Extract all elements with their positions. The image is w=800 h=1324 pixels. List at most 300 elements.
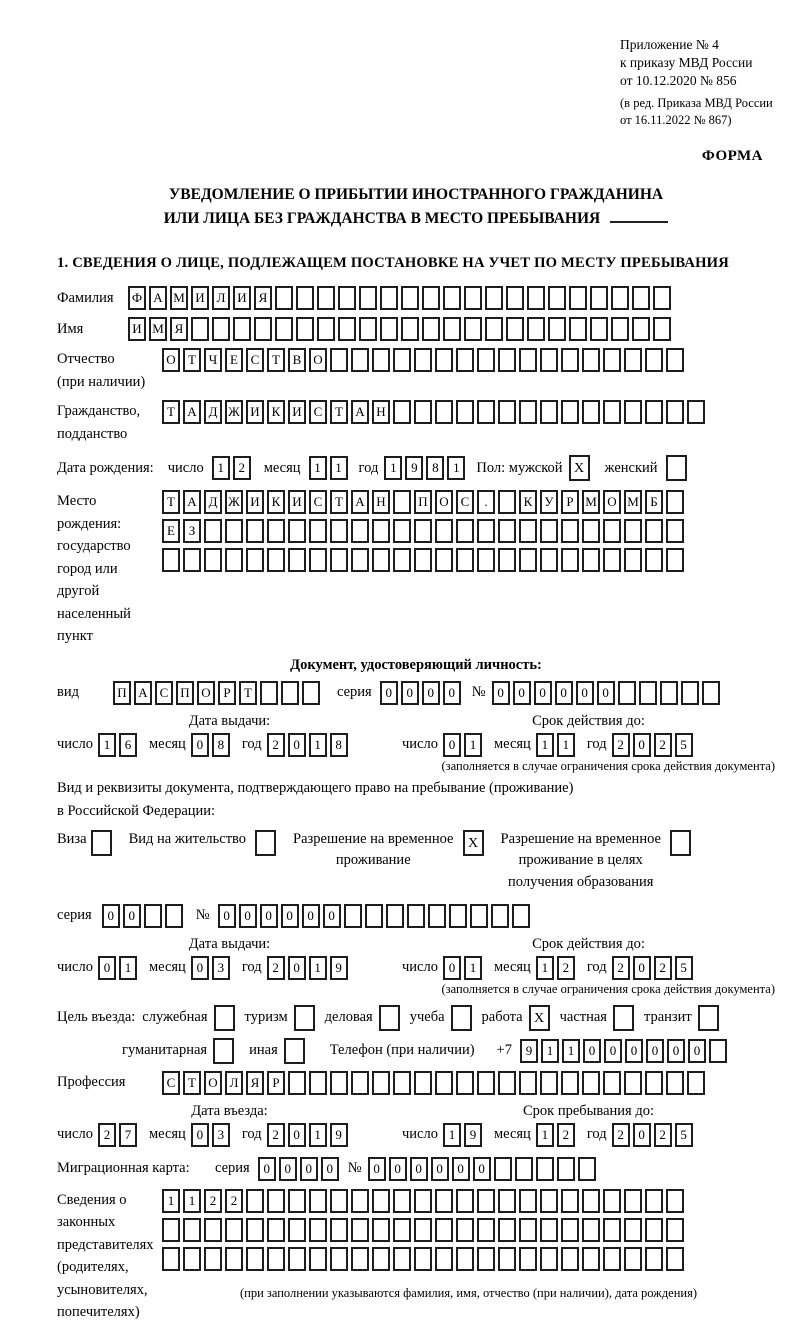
form-cell[interactable] — [582, 348, 600, 372]
form-cell[interactable] — [330, 1071, 348, 1095]
form-cell[interactable]: М — [624, 490, 642, 514]
form-cell[interactable] — [288, 1218, 306, 1242]
form-cell[interactable]: 0 — [389, 1157, 407, 1181]
form-cell[interactable]: X — [569, 455, 590, 481]
form-cell[interactable] — [351, 519, 369, 543]
form-cell[interactable] — [351, 1247, 369, 1271]
form-cell[interactable] — [561, 1247, 579, 1271]
form-cell[interactable] — [498, 348, 516, 372]
form-cell[interactable]: 0 — [302, 904, 320, 928]
form-cell[interactable]: Т — [162, 490, 180, 514]
form-cell[interactable] — [435, 400, 453, 424]
form-cell[interactable]: 0 — [473, 1157, 491, 1181]
form-cell[interactable] — [687, 400, 705, 424]
form-cell[interactable]: 7 — [119, 1123, 137, 1147]
form-cell[interactable] — [393, 400, 411, 424]
purpose-rabota-checkbox[interactable] — [529, 1005, 553, 1031]
form-cell[interactable]: 0 — [191, 1123, 209, 1147]
form-cell[interactable] — [183, 548, 201, 572]
form-cell[interactable] — [254, 317, 272, 341]
identity-valid-year-cells[interactable] — [612, 733, 696, 757]
form-cell[interactable] — [428, 904, 446, 928]
form-cell[interactable]: 1 — [309, 1123, 327, 1147]
form-cell[interactable]: 0 — [123, 904, 141, 928]
form-cell[interactable] — [561, 1189, 579, 1213]
form-cell[interactable] — [317, 286, 335, 310]
form-cell[interactable] — [288, 519, 306, 543]
form-cell[interactable] — [611, 317, 629, 341]
form-cell[interactable] — [582, 1071, 600, 1095]
form-cell[interactable]: 9 — [330, 956, 348, 980]
form-cell[interactable] — [477, 1218, 495, 1242]
form-cell[interactable] — [380, 286, 398, 310]
form-cell[interactable] — [561, 1218, 579, 1242]
residence-permit-checkbox[interactable] — [255, 830, 279, 856]
form-cell[interactable]: 1 — [309, 956, 327, 980]
form-cell[interactable]: 2 — [654, 733, 672, 757]
form-cell[interactable]: 1 — [541, 1039, 559, 1063]
form-cell[interactable] — [372, 1218, 390, 1242]
form-cell[interactable] — [435, 1189, 453, 1213]
form-cell[interactable]: 0 — [688, 1039, 706, 1063]
form-cell[interactable] — [162, 1247, 180, 1271]
form-cell[interactable]: 0 — [260, 904, 278, 928]
form-cell[interactable]: С — [456, 490, 474, 514]
form-cell[interactable]: 0 — [534, 681, 552, 705]
form-cell[interactable]: В — [288, 348, 306, 372]
form-cell[interactable] — [435, 519, 453, 543]
form-cell[interactable] — [498, 490, 516, 514]
form-cell[interactable] — [624, 1071, 642, 1095]
form-cell[interactable] — [666, 455, 687, 481]
form-cell[interactable]: 0 — [583, 1039, 601, 1063]
form-cell[interactable]: 0 — [323, 904, 341, 928]
form-cell[interactable] — [435, 1071, 453, 1095]
form-cell[interactable] — [435, 348, 453, 372]
form-cell[interactable]: 2 — [225, 1189, 243, 1213]
residence-issue-year-cells[interactable] — [267, 956, 351, 980]
form-cell[interactable]: 0 — [633, 733, 651, 757]
form-cell[interactable]: Е — [162, 519, 180, 543]
form-cell[interactable]: А — [351, 490, 369, 514]
form-cell[interactable] — [645, 400, 663, 424]
form-cell[interactable] — [540, 1189, 558, 1213]
form-cell[interactable] — [666, 548, 684, 572]
form-cell[interactable] — [267, 519, 285, 543]
phone-cells[interactable] — [520, 1039, 730, 1063]
entry-month-cells[interactable] — [191, 1123, 233, 1147]
form-cell[interactable]: 9 — [405, 456, 423, 480]
form-cell[interactable]: 2 — [557, 1123, 575, 1147]
doc-number-cells[interactable] — [492, 681, 723, 705]
form-cell[interactable] — [275, 317, 293, 341]
form-cell[interactable]: Ф — [128, 286, 146, 310]
form-cell[interactable] — [498, 1189, 516, 1213]
form-cell[interactable] — [582, 1218, 600, 1242]
form-cell[interactable] — [670, 830, 691, 856]
form-cell[interactable] — [204, 1247, 222, 1271]
form-cell[interactable] — [698, 1005, 719, 1031]
form-cell[interactable] — [603, 548, 621, 572]
form-cell[interactable] — [414, 1189, 432, 1213]
form-cell[interactable] — [338, 317, 356, 341]
form-cell[interactable]: 1 — [119, 956, 137, 980]
form-cell[interactable] — [393, 1247, 411, 1271]
form-cell[interactable] — [372, 519, 390, 543]
form-cell[interactable] — [359, 317, 377, 341]
form-cell[interactable]: О — [204, 1071, 222, 1095]
form-cell[interactable] — [351, 548, 369, 572]
form-cell[interactable] — [527, 286, 545, 310]
form-cell[interactable] — [225, 519, 243, 543]
form-cell[interactable]: 9 — [520, 1039, 538, 1063]
form-cell[interactable] — [351, 1189, 369, 1213]
purpose-ucheba-checkbox[interactable] — [451, 1005, 475, 1031]
form-cell[interactable] — [456, 1218, 474, 1242]
form-cell[interactable]: 0 — [625, 1039, 643, 1063]
form-cell[interactable] — [515, 1157, 533, 1181]
form-cell[interactable] — [613, 1005, 634, 1031]
form-cell[interactable] — [330, 1218, 348, 1242]
form-cell[interactable]: 1 — [183, 1189, 201, 1213]
form-cell[interactable]: И — [233, 286, 251, 310]
form-cell[interactable] — [624, 519, 642, 543]
form-cell[interactable]: У — [540, 490, 558, 514]
form-cell[interactable] — [603, 1247, 621, 1271]
form-cell[interactable] — [309, 519, 327, 543]
form-cell[interactable]: И — [246, 400, 264, 424]
form-cell[interactable] — [645, 1247, 663, 1271]
form-cell[interactable] — [603, 400, 621, 424]
form-cell[interactable]: 1 — [212, 456, 230, 480]
form-cell[interactable] — [494, 1157, 512, 1181]
form-cell[interactable]: 2 — [267, 956, 285, 980]
form-cell[interactable]: Б — [645, 490, 663, 514]
form-cell[interactable] — [365, 904, 383, 928]
form-cell[interactable]: 5 — [675, 956, 693, 980]
form-cell[interactable]: Т — [183, 1071, 201, 1095]
form-cell[interactable]: К — [267, 490, 285, 514]
form-cell[interactable] — [144, 904, 162, 928]
form-cell[interactable] — [498, 1071, 516, 1095]
form-cell[interactable] — [519, 1247, 537, 1271]
form-cell[interactable]: 2 — [267, 1123, 285, 1147]
form-cell[interactable]: С — [309, 400, 327, 424]
form-cell[interactable] — [603, 519, 621, 543]
guardians-row3-cells[interactable] — [162, 1247, 687, 1271]
form-cell[interactable] — [204, 1218, 222, 1242]
form-cell[interactable] — [527, 317, 545, 341]
form-cell[interactable] — [435, 1218, 453, 1242]
form-cell[interactable]: Т — [239, 681, 257, 705]
form-cell[interactable]: 1 — [562, 1039, 580, 1063]
form-cell[interactable] — [359, 286, 377, 310]
form-cell[interactable]: Т — [183, 348, 201, 372]
form-cell[interactable] — [414, 519, 432, 543]
form-cell[interactable]: Н — [372, 400, 390, 424]
form-cell[interactable]: 3 — [212, 956, 230, 980]
form-cell[interactable] — [275, 286, 293, 310]
form-cell[interactable] — [485, 317, 503, 341]
form-cell[interactable] — [666, 348, 684, 372]
form-cell[interactable] — [603, 1071, 621, 1095]
form-cell[interactable]: Р — [561, 490, 579, 514]
form-cell[interactable] — [470, 904, 488, 928]
form-cell[interactable] — [296, 286, 314, 310]
form-cell[interactable] — [540, 400, 558, 424]
form-cell[interactable] — [540, 548, 558, 572]
form-cell[interactable]: 1 — [557, 733, 575, 757]
form-cell[interactable]: Ж — [225, 400, 243, 424]
form-cell[interactable] — [379, 1005, 400, 1031]
form-cell[interactable]: 5 — [675, 733, 693, 757]
visa-checkbox[interactable] — [91, 830, 115, 856]
residence-issue-day-cells[interactable] — [98, 956, 140, 980]
form-cell[interactable]: 0 — [239, 904, 257, 928]
form-cell[interactable]: А — [134, 681, 152, 705]
form-cell[interactable] — [267, 1189, 285, 1213]
form-cell[interactable] — [645, 548, 663, 572]
form-cell[interactable] — [540, 519, 558, 543]
form-cell[interactable] — [498, 1247, 516, 1271]
form-cell[interactable]: 2 — [612, 1123, 630, 1147]
form-cell[interactable] — [246, 1189, 264, 1213]
form-cell[interactable]: Р — [218, 681, 236, 705]
form-cell[interactable] — [666, 400, 684, 424]
form-cell[interactable] — [372, 1247, 390, 1271]
form-cell[interactable] — [540, 1071, 558, 1095]
form-cell[interactable]: 2 — [654, 956, 672, 980]
identity-issue-year-cells[interactable] — [267, 733, 351, 757]
form-cell[interactable] — [309, 1071, 327, 1095]
form-cell[interactable] — [456, 400, 474, 424]
form-cell[interactable]: 0 — [380, 681, 398, 705]
form-cell[interactable] — [351, 1218, 369, 1242]
form-cell[interactable] — [624, 400, 642, 424]
form-cell[interactable] — [456, 348, 474, 372]
form-cell[interactable]: И — [246, 490, 264, 514]
form-cell[interactable]: 0 — [604, 1039, 622, 1063]
form-cell[interactable] — [645, 1071, 663, 1095]
residence-valid-month-cells[interactable] — [536, 956, 578, 980]
form-cell[interactable]: 0 — [576, 681, 594, 705]
identity-issue-day-cells[interactable] — [98, 733, 140, 757]
form-cell[interactable] — [401, 317, 419, 341]
birth-place-row3-cells[interactable] — [162, 548, 687, 572]
form-cell[interactable]: 1 — [536, 1123, 554, 1147]
entry-day-cells[interactable] — [98, 1123, 140, 1147]
form-cell[interactable] — [582, 1189, 600, 1213]
form-cell[interactable] — [351, 348, 369, 372]
form-cell[interactable]: 0 — [452, 1157, 470, 1181]
form-cell[interactable] — [422, 286, 440, 310]
form-cell[interactable] — [645, 519, 663, 543]
form-cell[interactable]: 2 — [612, 733, 630, 757]
form-cell[interactable]: 8 — [426, 456, 444, 480]
form-cell[interactable]: И — [191, 286, 209, 310]
form-cell[interactable]: С — [246, 348, 264, 372]
form-cell[interactable] — [666, 519, 684, 543]
form-cell[interactable] — [477, 400, 495, 424]
form-cell[interactable]: 0 — [288, 956, 306, 980]
form-cell[interactable] — [561, 348, 579, 372]
form-cell[interactable]: 0 — [492, 681, 510, 705]
form-cell[interactable] — [519, 1189, 537, 1213]
birth-year-cells[interactable] — [384, 456, 468, 480]
form-cell[interactable]: С — [155, 681, 173, 705]
form-cell[interactable] — [603, 1189, 621, 1213]
form-cell[interactable] — [309, 1247, 327, 1271]
form-cell[interactable] — [519, 1071, 537, 1095]
birth-month-cells[interactable] — [309, 456, 351, 480]
form-cell[interactable]: 0 — [443, 681, 461, 705]
form-cell[interactable]: 1 — [464, 733, 482, 757]
form-cell[interactable]: 0 — [633, 956, 651, 980]
form-cell[interactable] — [91, 830, 112, 856]
form-cell[interactable] — [225, 1218, 243, 1242]
form-cell[interactable] — [204, 548, 222, 572]
form-cell[interactable] — [443, 286, 461, 310]
form-cell[interactable] — [624, 1247, 642, 1271]
form-cell[interactable]: 9 — [330, 1123, 348, 1147]
form-cell[interactable] — [162, 548, 180, 572]
doc-series-cells[interactable] — [380, 681, 464, 705]
form-cell[interactable] — [288, 548, 306, 572]
form-cell[interactable] — [401, 286, 419, 310]
form-cell[interactable]: С — [309, 490, 327, 514]
form-cell[interactable] — [330, 1247, 348, 1271]
form-cell[interactable] — [536, 1157, 554, 1181]
form-cell[interactable]: М — [170, 286, 188, 310]
form-cell[interactable]: О — [197, 681, 215, 705]
form-cell[interactable] — [414, 1218, 432, 1242]
form-cell[interactable] — [212, 317, 230, 341]
form-cell[interactable] — [666, 1189, 684, 1213]
form-cell[interactable]: 0 — [279, 1157, 297, 1181]
form-cell[interactable] — [477, 1071, 495, 1095]
form-cell[interactable] — [498, 400, 516, 424]
form-cell[interactable] — [540, 348, 558, 372]
form-cell[interactable] — [393, 490, 411, 514]
form-cell[interactable] — [540, 1218, 558, 1242]
form-cell[interactable] — [477, 548, 495, 572]
form-cell[interactable]: 0 — [258, 1157, 276, 1181]
form-cell[interactable] — [449, 904, 467, 928]
sex-male-checkbox[interactable] — [569, 455, 593, 481]
form-cell[interactable] — [317, 317, 335, 341]
form-cell[interactable] — [561, 400, 579, 424]
form-cell[interactable] — [548, 317, 566, 341]
form-cell[interactable] — [386, 904, 404, 928]
purpose-inaya-checkbox[interactable] — [284, 1038, 308, 1064]
form-cell[interactable] — [624, 348, 642, 372]
form-cell[interactable] — [660, 681, 678, 705]
form-cell[interactable] — [464, 317, 482, 341]
form-cell[interactable]: 9 — [464, 1123, 482, 1147]
form-cell[interactable] — [296, 317, 314, 341]
form-cell[interactable]: О — [309, 348, 327, 372]
form-cell[interactable] — [498, 1218, 516, 1242]
form-cell[interactable] — [624, 548, 642, 572]
form-cell[interactable]: 2 — [267, 733, 285, 757]
sex-female-checkbox[interactable] — [666, 455, 690, 481]
form-cell[interactable]: 0 — [218, 904, 236, 928]
form-cell[interactable]: Я — [170, 317, 188, 341]
form-cell[interactable] — [582, 1247, 600, 1271]
form-cell[interactable] — [267, 548, 285, 572]
form-cell[interactable] — [246, 548, 264, 572]
form-cell[interactable] — [569, 317, 587, 341]
form-cell[interactable] — [294, 1005, 315, 1031]
form-cell[interactable] — [309, 548, 327, 572]
form-cell[interactable] — [214, 1005, 235, 1031]
form-cell[interactable] — [561, 519, 579, 543]
purpose-gumanitarnaya-checkbox[interactable] — [213, 1038, 237, 1064]
form-cell[interactable] — [666, 1071, 684, 1095]
form-cell[interactable]: 0 — [401, 681, 419, 705]
form-cell[interactable]: 0 — [368, 1157, 386, 1181]
form-cell[interactable]: Д — [204, 490, 222, 514]
form-cell[interactable]: 0 — [555, 681, 573, 705]
form-cell[interactable]: Т — [267, 348, 285, 372]
entry-year-cells[interactable] — [267, 1123, 351, 1147]
form-cell[interactable] — [456, 548, 474, 572]
form-cell[interactable]: С — [162, 1071, 180, 1095]
form-cell[interactable]: 1 — [162, 1189, 180, 1213]
identity-issue-month-cells[interactable] — [191, 733, 233, 757]
form-cell[interactable] — [624, 1189, 642, 1213]
form-cell[interactable] — [519, 348, 537, 372]
form-cell[interactable] — [414, 348, 432, 372]
form-cell[interactable] — [632, 286, 650, 310]
form-cell[interactable] — [309, 1189, 327, 1213]
migration-number-cells[interactable] — [368, 1157, 599, 1181]
form-cell[interactable]: 8 — [212, 733, 230, 757]
form-cell[interactable]: 1 — [309, 456, 327, 480]
form-cell[interactable]: 0 — [191, 733, 209, 757]
form-cell[interactable]: О — [603, 490, 621, 514]
form-cell[interactable] — [702, 681, 720, 705]
form-cell[interactable] — [569, 286, 587, 310]
form-cell[interactable]: 0 — [410, 1157, 428, 1181]
purpose-turizm-checkbox[interactable] — [294, 1005, 318, 1031]
first-name-cells[interactable] — [128, 317, 674, 341]
form-cell[interactable] — [456, 1247, 474, 1271]
form-cell[interactable] — [372, 348, 390, 372]
form-cell[interactable]: 0 — [443, 733, 461, 757]
patronymic-cells[interactable] — [162, 348, 687, 372]
form-cell[interactable] — [687, 1071, 705, 1095]
stay-day-cells[interactable] — [443, 1123, 485, 1147]
form-cell[interactable] — [666, 1218, 684, 1242]
form-cell[interactable]: К — [267, 400, 285, 424]
form-cell[interactable] — [414, 1247, 432, 1271]
form-cell[interactable]: Н — [372, 490, 390, 514]
form-cell[interactable] — [435, 1247, 453, 1271]
form-cell[interactable] — [506, 286, 524, 310]
form-cell[interactable]: 2 — [204, 1189, 222, 1213]
form-cell[interactable] — [582, 400, 600, 424]
form-cell[interactable] — [162, 1218, 180, 1242]
form-cell[interactable] — [477, 519, 495, 543]
form-cell[interactable]: Ж — [225, 490, 243, 514]
form-cell[interactable]: О — [435, 490, 453, 514]
form-cell[interactable] — [260, 681, 278, 705]
form-cell[interactable]: П — [176, 681, 194, 705]
form-cell[interactable] — [338, 286, 356, 310]
form-cell[interactable]: И — [288, 400, 306, 424]
form-cell[interactable]: Л — [212, 286, 230, 310]
